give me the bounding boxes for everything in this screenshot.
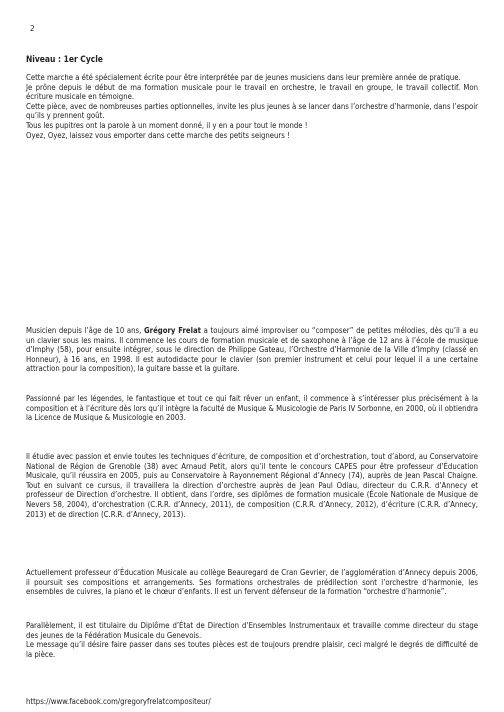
bio-text: Musicien depuis l’âge de 10 ans, <box>26 326 144 335</box>
bio-paragraph-4 <box>26 568 478 597</box>
composer-name: Grégory Frelat <box>144 326 201 335</box>
bio-text: a toujours aimé improviser ou “composer” de petites mélodies, dès qu’il a eu un clavier sous les mains. Il commence les cours de formation musicale et de saxophone à l’âge de 12 ans à l’école de musique d’Imphy (58), pour ensuite intégrer, sous le direction de Philippe Gateau, l’Orchestre d’Harmonie de la Ville d’Imphy (classé en Honneur), à 16 ans, en 1998. Il est autodidacte pour le clavier (son premier instrument et celui pour lequel il a une certaine attraction pour la composition), la guitare basse et la guitare. <box>26 326 478 374</box>
level-heading: Niveau : 1er Cycle <box>26 54 103 64</box>
bio-paragraph-1 <box>26 326 478 374</box>
intro-paragraph: Oyez, Oyez, laissez vous emporter dans cette marche des petits seigneurs ! <box>26 130 290 140</box>
intro-paragraph: Tous les pupitres ont la parole à un moment donné, il y en a pour tout le monde ! <box>26 120 308 130</box>
bio-paragraph-5 <box>26 621 478 659</box>
bio-text: Il étudie avec passion et envie toutes les techniques d’écriture, de composition et d’orchestration, tout d’abord, au Conservatoire National de Région de Grenoble (38) avec Arnaud Petit, alors qu’il tente le concours CAPES pour être professeur d’Éducation Musicale, qu’il réussira en 2005, puis au Conservatoire à Rayonnement Régional d’Annecy (74), auprès de Jean Pascal Chaigne. Tout en suivant ce cursus, il travaillera la direction d’orchestre auprès de Jean Paul Odiau, directeur du C.R.R. d’Annecy et professeur de Direction d’orchestre. Il obtient, dans l’ordre, ses diplômes de formation musicale (École Nationale de Musique de Nevers 58, 2004), d’orchestration (C.R.R. d’Annecy, 2011), de composition (C.R.R. d’Annecy, 2012), d’écriture (C.R.R. d’Annecy, 2013) et de direction (C.R.R. d’Annecy, 2013). <box>26 452 478 519</box>
bio-paragraph-3 <box>26 452 478 519</box>
bio-paragraph-2 <box>26 394 478 423</box>
intro-paragraph: Cette pièce, avec de nombreuses parties optionnelles, invite les plus jeunes à se lancer dans l’orchestre d’harmonie, dans l’espoir qu’ils y prennent goût. <box>26 101 478 121</box>
intro-paragraph: Je prône depuis le début de ma formation musicale pour le travail en orchestre, le travail en groupe, le travail collectif. Mon écriture musicale en témoigne. <box>26 82 478 102</box>
page-number: 2 <box>30 24 35 33</box>
bio-text: Passionné par les légendes, le fantastique et tout ce qui fait rêver un enfant, il commence à s’intéresser plus précisément à la composition et à l’écriture dès lors qu’il intègre la faculté de Musique & Musicologie de Paris IV Sorbonne, en 2000, où il obtiendra la Licence de Musique & Musicologie en 2003. <box>26 394 478 423</box>
bio-text: Actuellement professeur d’Éducation Musicale au collège Beauregard de Cran Gevrier, de l’agglomération d’Annecy depuis 2006, il poursuit ses compositions et arrangements. Ses formations orchestrales de prédilection sont l’orchestre d’harmonie, les ensembles de cuivres, la piano et le chœur d’enfants. Il est un fervent défenseur de la formation “orchestre d’harmonie”. <box>26 568 478 597</box>
facebook-link[interactable]: https://www.facebook.com/gregoryfrelatcompositeur/ <box>26 697 211 706</box>
bio-text: Le message qu’il désire faire passer dans ses toutes pièces est de toujours prendre plaisir, ceci malgré le degrés de difficulté de la pièce. <box>26 640 478 659</box>
intro-paragraph: Cette marche a été spécialement écrite pour être interprétée par de jeunes musiciens dans leur première année de pratique. <box>26 73 461 82</box>
intro-section <box>26 73 478 140</box>
bio-text: Parallèlement, il est titulaire du Diplôme d’État de Direction d’Ensembles Instrumentaux et travaille comme directeur du stage des jeunes de la Fédération Musicale du Genevois. <box>26 621 478 640</box>
